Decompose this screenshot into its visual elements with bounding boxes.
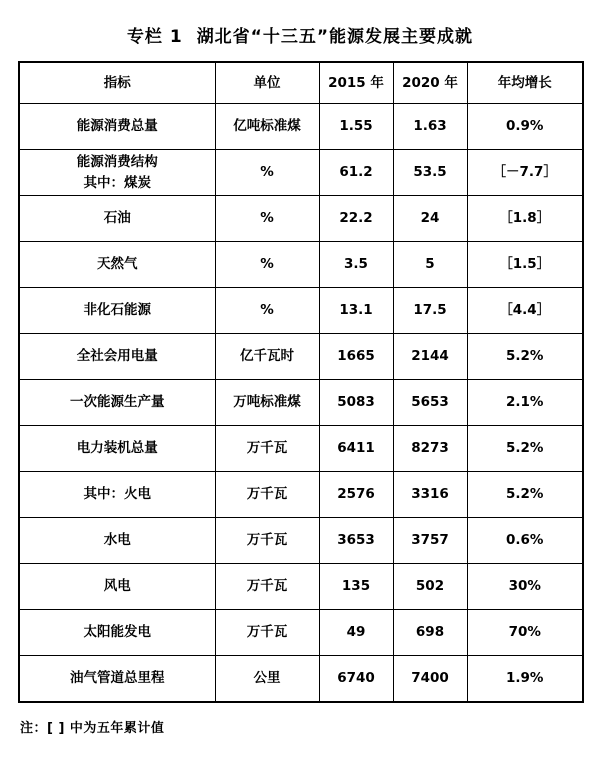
cell-2015: 6411 bbox=[319, 426, 393, 472]
table-body bbox=[19, 104, 583, 703]
page-title bbox=[18, 0, 582, 61]
cell-2015: 1.55 bbox=[319, 104, 393, 150]
cell-growth: 70% bbox=[467, 610, 583, 656]
table-header bbox=[19, 62, 583, 104]
table-row bbox=[19, 242, 583, 288]
cell-2020: 7400 bbox=[393, 656, 467, 703]
cell-unit: % bbox=[215, 242, 319, 288]
column-header-growth: 年均增长 bbox=[467, 62, 583, 104]
cell-growth: 5.2% bbox=[467, 334, 583, 380]
cell-2020: 53.5 bbox=[393, 150, 467, 196]
cell-unit: 万千瓦 bbox=[215, 518, 319, 564]
cell-2015: 5083 bbox=[319, 380, 393, 426]
cell-unit: % bbox=[215, 288, 319, 334]
table-footnote: 注：[ ] 中为五年累计值 bbox=[20, 721, 165, 736]
cell-2020: 2144 bbox=[393, 334, 467, 380]
cell-growth: 1.9% bbox=[467, 656, 583, 703]
cell-2015: 6740 bbox=[319, 656, 393, 703]
table-header-row bbox=[19, 62, 583, 104]
cell-unit: 公里 bbox=[215, 656, 319, 703]
table-row bbox=[19, 518, 583, 564]
cell-2015: 13.1 bbox=[319, 288, 393, 334]
cell-indicator: 油气管道总里程 bbox=[19, 656, 215, 703]
cell-indicator: 其中：火电 bbox=[19, 472, 215, 518]
cell-unit: 万千瓦 bbox=[215, 610, 319, 656]
cell-2015: 2576 bbox=[319, 472, 393, 518]
cell-growth: 5.2% bbox=[467, 472, 583, 518]
cell-indicator: 全社会用电量 bbox=[19, 334, 215, 380]
cell-unit: % bbox=[215, 150, 319, 196]
cell-2020: 5 bbox=[393, 242, 467, 288]
table-row bbox=[19, 472, 583, 518]
column-header-unit: 单位 bbox=[215, 62, 319, 104]
column-header-indicator: 指标 bbox=[19, 62, 215, 104]
cell-growth: ［1.5］ bbox=[467, 242, 583, 288]
table-row bbox=[19, 104, 583, 150]
cell-growth: 0.9% bbox=[467, 104, 583, 150]
cell-indicator: 一次能源生产量 bbox=[19, 380, 215, 426]
cell-indicator: 水电 bbox=[19, 518, 215, 564]
column-header-2015: 2015 年 bbox=[319, 62, 393, 104]
cell-growth: ［1.8］ bbox=[467, 196, 583, 242]
cell-2020: 1.63 bbox=[393, 104, 467, 150]
cell-unit: 万千瓦 bbox=[215, 564, 319, 610]
cell-2015: 49 bbox=[319, 610, 393, 656]
cell-2020: 5653 bbox=[393, 380, 467, 426]
cell-unit: % bbox=[215, 196, 319, 242]
table-row bbox=[19, 656, 583, 703]
cell-unit: 万千瓦 bbox=[215, 426, 319, 472]
energy-achievements-table bbox=[18, 61, 584, 703]
cell-2020: 8273 bbox=[393, 426, 467, 472]
cell-2020: 17.5 bbox=[393, 288, 467, 334]
cell-unit: 亿千瓦时 bbox=[215, 334, 319, 380]
table-row bbox=[19, 196, 583, 242]
cell-indicator: 石油 bbox=[19, 196, 215, 242]
cell-2015: 1665 bbox=[319, 334, 393, 380]
table-row bbox=[19, 610, 583, 656]
table-row bbox=[19, 564, 583, 610]
cell-2020: 3757 bbox=[393, 518, 467, 564]
cell-2015: 135 bbox=[319, 564, 393, 610]
table-row bbox=[19, 150, 583, 196]
cell-indicator: 非化石能源 bbox=[19, 288, 215, 334]
cell-2015: 3653 bbox=[319, 518, 393, 564]
cell-2015: 22.2 bbox=[319, 196, 393, 242]
cell-unit: 万吨标准煤 bbox=[215, 380, 319, 426]
cell-indicator: 风电 bbox=[19, 564, 215, 610]
cell-2020: 698 bbox=[393, 610, 467, 656]
page-title-text: 湖北省“十三五”能源发展主要成就 bbox=[196, 27, 474, 47]
cell-growth: 0.6% bbox=[467, 518, 583, 564]
cell-indicator-line1: 能源消费结构 bbox=[76, 154, 158, 171]
column-header-2020: 2020 年 bbox=[393, 62, 467, 104]
cell-growth: 30% bbox=[467, 564, 583, 610]
cell-indicator bbox=[19, 150, 215, 196]
cell-growth: 5.2% bbox=[467, 426, 583, 472]
cell-unit: 万千瓦 bbox=[215, 472, 319, 518]
table-row bbox=[19, 380, 583, 426]
cell-unit: 亿吨标准煤 bbox=[215, 104, 319, 150]
cell-2015: 61.2 bbox=[319, 150, 393, 196]
table-row bbox=[19, 334, 583, 380]
cell-indicator-line2: 其中：煤炭 bbox=[83, 174, 151, 191]
cell-indicator: 能源消费总量 bbox=[19, 104, 215, 150]
cell-growth: ［4.4］ bbox=[467, 288, 583, 334]
cell-2020: 3316 bbox=[393, 472, 467, 518]
cell-2015: 3.5 bbox=[319, 242, 393, 288]
cell-2020: 502 bbox=[393, 564, 467, 610]
cell-growth: 2.1% bbox=[467, 380, 583, 426]
cell-2020: 24 bbox=[393, 196, 467, 242]
cell-indicator: 太阳能发电 bbox=[19, 610, 215, 656]
cell-growth: ［－7.7］ bbox=[467, 150, 583, 196]
table-row bbox=[19, 288, 583, 334]
table-row bbox=[19, 426, 583, 472]
page-title-number: 专栏 1 bbox=[126, 27, 183, 47]
cell-indicator: 电力装机总量 bbox=[19, 426, 215, 472]
cell-indicator: 天然气 bbox=[19, 242, 215, 288]
